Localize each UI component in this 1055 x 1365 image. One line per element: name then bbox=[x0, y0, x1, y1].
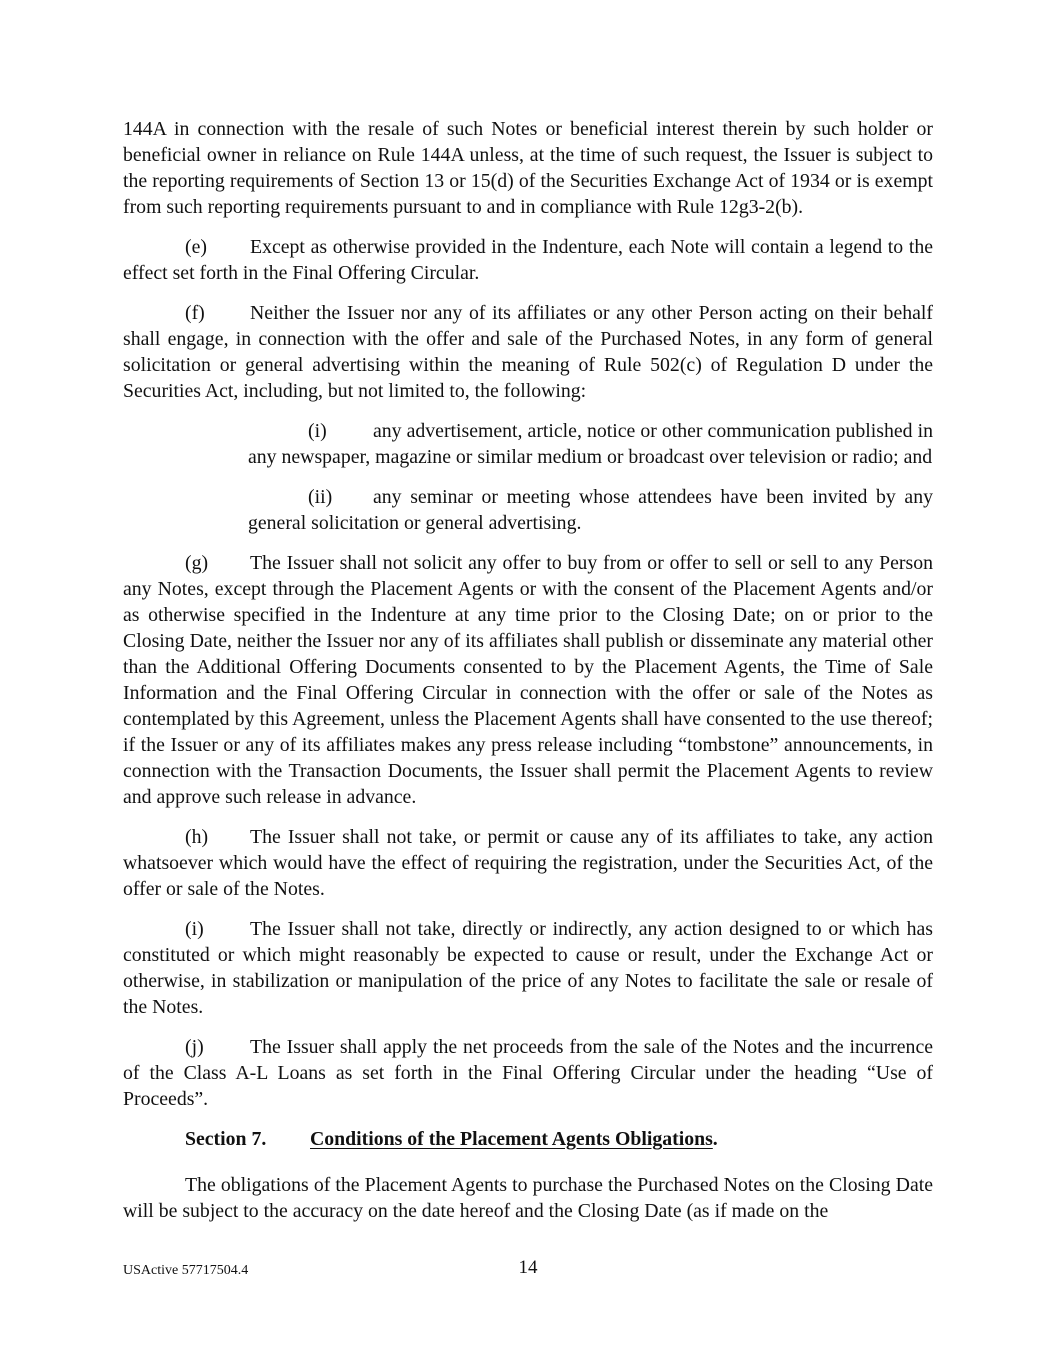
paragraph-e-text: Except as otherwise provided in the Indenture, each Note will contain a legend to the effect set forth in the Final Offering Circular. bbox=[123, 236, 933, 284]
subparagraph-i-text: any advertisement, article, notice or other communication published in any newspaper, magazine or similar medium or broadcast over television or radio; and bbox=[248, 420, 933, 468]
footer-document-id: USActive 57717504.4 bbox=[123, 1263, 249, 1278]
subparagraph-i bbox=[248, 418, 933, 470]
paragraph-f-text: Neither the Issuer nor any of its affiliates or any other Person acting on their behalf shall engage, in connection with the offer and sale of the Purchased Notes, in any form of general solicitation or general advertising within the meaning of Rule 502(c) of Regulation D under the Securities Act, including, but not limited to, the following: bbox=[123, 302, 933, 402]
section-heading bbox=[123, 1126, 933, 1152]
page-content bbox=[123, 116, 933, 1224]
paragraph-g-text: The Issuer shall not solicit any offer to buy from or offer to sell or sell to any Person any Notes, except through the Placement Agents or with the consent of the Placement Agents and/or as otherwise specified in the Indenture at any time prior to the Closing Date; on or prior to the Closing Date, neither the Issuer nor any of its affiliates shall publish or disseminate any material other than the Additional Offering Documents consented to by the Placement Agents, the Time of Sale Information and the Final Offering Circular in connection with the offer or sale of the Notes as contemplated by this Agreement, unless the Placement Agents shall have consented to the use thereof; if the Issuer or any of its affiliates makes any press release including “tombstone” announcements, in connection with the Transaction Documents, the Issuer shall permit the Placement Agents to review and approve such release in advance. bbox=[123, 552, 933, 808]
paragraph-g bbox=[123, 550, 933, 810]
paragraph-i2 bbox=[123, 916, 933, 1020]
paragraph-i2-label: (i) bbox=[185, 918, 204, 940]
section-heading-title: Conditions of the Placement Agents Obligations bbox=[310, 1128, 713, 1150]
paragraph-f bbox=[123, 300, 933, 404]
section-heading-number: Section 7. bbox=[185, 1128, 267, 1150]
section-heading-period: . bbox=[712, 1128, 718, 1150]
paragraph-j-label: (j) bbox=[185, 1036, 204, 1058]
subparagraph-ii bbox=[248, 484, 933, 536]
page-number: 14 bbox=[518, 1257, 538, 1278]
paragraph-h-text: The Issuer shall not take, or permit or cause any of its affiliates to take, any action whatsoever which would have the effect of requiring the registration, under the Securities Act, of the offer or sale of the Notes. bbox=[123, 826, 933, 900]
paragraph-e-label: (e) bbox=[185, 236, 207, 258]
paragraph-j bbox=[123, 1034, 933, 1112]
paragraph-h-label: (h) bbox=[185, 826, 209, 848]
paragraph-j-text: The Issuer shall apply the net proceeds from the sale of the Notes and the incurrence of the Class A-L Loans as set forth in the Final Offering Circular under the heading “Use of Proceeds”. bbox=[123, 1036, 933, 1110]
subparagraph-i-label: (i) bbox=[308, 420, 327, 442]
paragraph-i2-text: The Issuer shall not take, directly or indirectly, any action designed to or which has constituted or which might reasonably be expected to cause or result, under the Exchange Act or otherwise, in stabilization or manipulation of the price of any Notes to facilitate the sale or resale of the Notes. bbox=[123, 918, 933, 1018]
paragraph-g-label: (g) bbox=[185, 552, 209, 574]
paragraph-continuation: 144A in connection with the resale of such Notes or beneficial interest therein by such holder or beneficial owner in reliance on Rule 144A unless, at the time of such request, the Issuer is subject to the reporting requirements of Section 13 or 15(d) of the Securities Exchange Act of 1934 or is exempt from such reporting requirements pursuant to and in compliance with Rule 12g3-2(b). bbox=[123, 118, 933, 218]
closing-paragraph: The obligations of the Placement Agents to purchase the Purchased Notes on the Closing Date will be subject to the accuracy on the date hereof and the Closing Date (as if made on the bbox=[123, 1174, 933, 1222]
subparagraph-ii-text: any seminar or meeting whose attendees have been invited by any general solicitation or general advertising. bbox=[248, 486, 933, 534]
paragraph-e bbox=[123, 234, 933, 286]
paragraph-f-label: (f) bbox=[185, 302, 205, 324]
subparagraph-ii-label: (ii) bbox=[308, 486, 333, 508]
paragraph-h bbox=[123, 824, 933, 902]
